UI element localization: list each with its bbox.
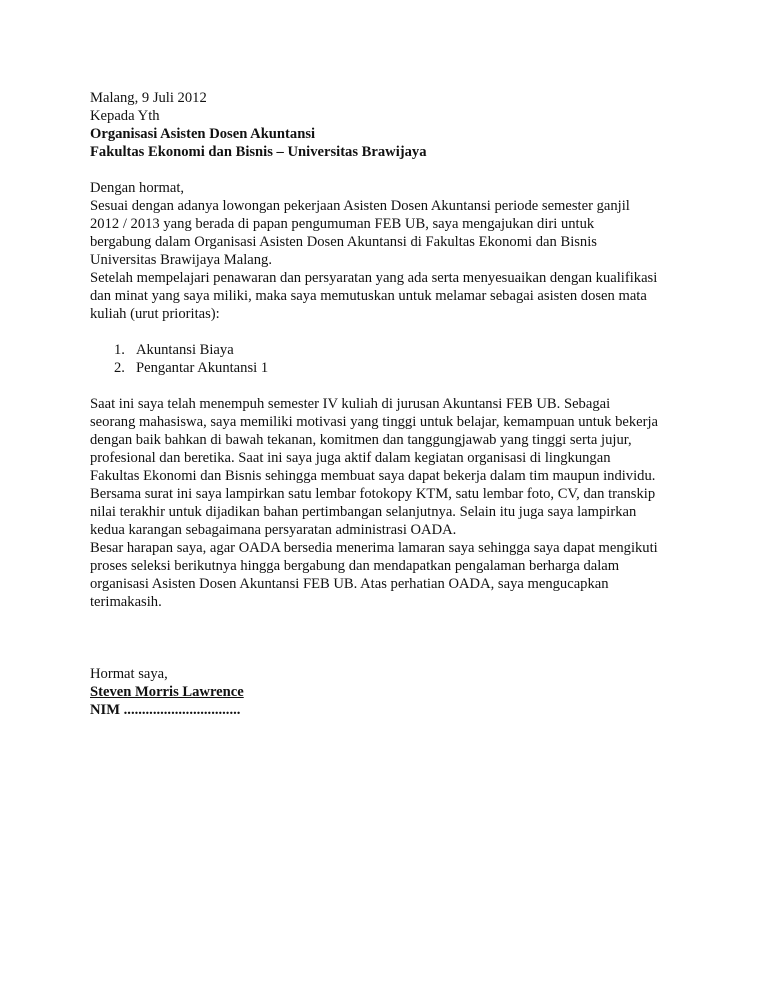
paragraph-4-line: Besar harapan saya, agar OADA bersedia menerima lamaran saya sehingga saya dapat mengikuti [90,540,658,556]
closing-salutation: Hormat saya, [90,666,168,682]
list-item [90,341,690,359]
place-date: Malang, 9 Juli 2012 [90,90,207,106]
list-number: 1. [114,342,125,358]
paragraph-3-line: Fakultas Ekonomi dan Bisnis sehingga membuat saya dapat bekerja dalam tim maupun individu. [90,468,656,484]
list-number: 2. [114,360,125,376]
spacer [90,377,690,395]
recipient-faculty: Fakultas Ekonomi dan Bisnis – Universitas Brawijaya [90,144,427,160]
paragraph-4-line: proses seleksi berikutnya hingga bergabung dan mendapatkan pengalaman berharga dalam [90,558,620,574]
signer-name: Steven Morris Lawrence [90,684,244,700]
recipient-salutation: Kepada Yth [90,108,160,124]
priority-list [90,341,690,377]
paragraph-1-line: Sesuai dengan adanya lowongan pekerjaan Asisten Dosen Akuntansi periode semester ganjil [90,198,630,214]
spacer [90,629,690,647]
spacer [90,323,690,341]
recipient-organization: Organisasi Asisten Dosen Akuntansi [90,126,316,142]
spacer [90,161,690,179]
spacer [90,611,690,629]
paragraph-3-line: Bersama surat ini saya lampirkan satu lembar fotokopy KTM, satu lembar foto, CV, dan transkip [90,486,656,502]
paragraph-1-line: Universitas Brawijaya Malang. [90,252,272,268]
student-id-number: NIM ................................ [90,702,241,718]
paragraph-3-line: kedua karangan sebagaimana persyaratan administrasi OADA. [90,522,457,538]
list-item [90,359,690,377]
paragraph-2-line: Setelah mempelajari penawaran dan persyaratan yang ada serta menyesuaikan dengan kualifikasi [90,270,658,286]
paragraph-1-line: bergabung dalam Organisasi Asisten Dosen Akuntansi di Fakultas Ekonomi dan Bisnis [90,234,597,250]
paragraph-3-line: profesional dan beretika. Saat ini saya juga aktif dalam kegiatan organisasi di lingkungan [90,450,611,466]
paragraph-4-line: terimakasih. [90,594,162,610]
letter-page [90,89,690,719]
list-text: Akuntansi Biaya [136,342,234,358]
paragraph-3-line: nilai terakhir untuk dijadikan bahan pertimbangan selanjutnya. Selain itu juga saya lampirkan [90,504,637,520]
paragraph-2-line: kuliah (urut prioritas): [90,306,220,322]
greeting: Dengan hormat, [90,180,185,196]
list-text: Pengantar Akuntansi 1 [136,360,269,376]
paragraph-3-line: Saat ini saya telah menempuh semester IV kuliah di jurusan Akuntansi FEB UB. Sebagai [90,396,611,412]
spacer [90,647,690,665]
paragraph-3-line: seorang mahasiswa, saya memiliki motivasi yang tinggi untuk belajar, kemampuan untuk bekerja [90,414,659,430]
paragraph-2-line: dan minat yang saya miliki, maka saya memutuskan untuk melamar sebagai asisten dosen mata [90,288,647,304]
paragraph-4-line: organisasi Asisten Dosen Akuntansi FEB UB. Atas perhatian OADA, saya mengucapkan [90,576,609,592]
paragraph-3-line: dengan baik bahkan di bawah tekanan, komitmen dan tanggungjawab yang tinggi serta jujur, [90,432,632,448]
paragraph-1-line: 2012 / 2013 yang berada di papan pengumuman FEB UB, saya mengajukan diri untuk [90,216,595,232]
